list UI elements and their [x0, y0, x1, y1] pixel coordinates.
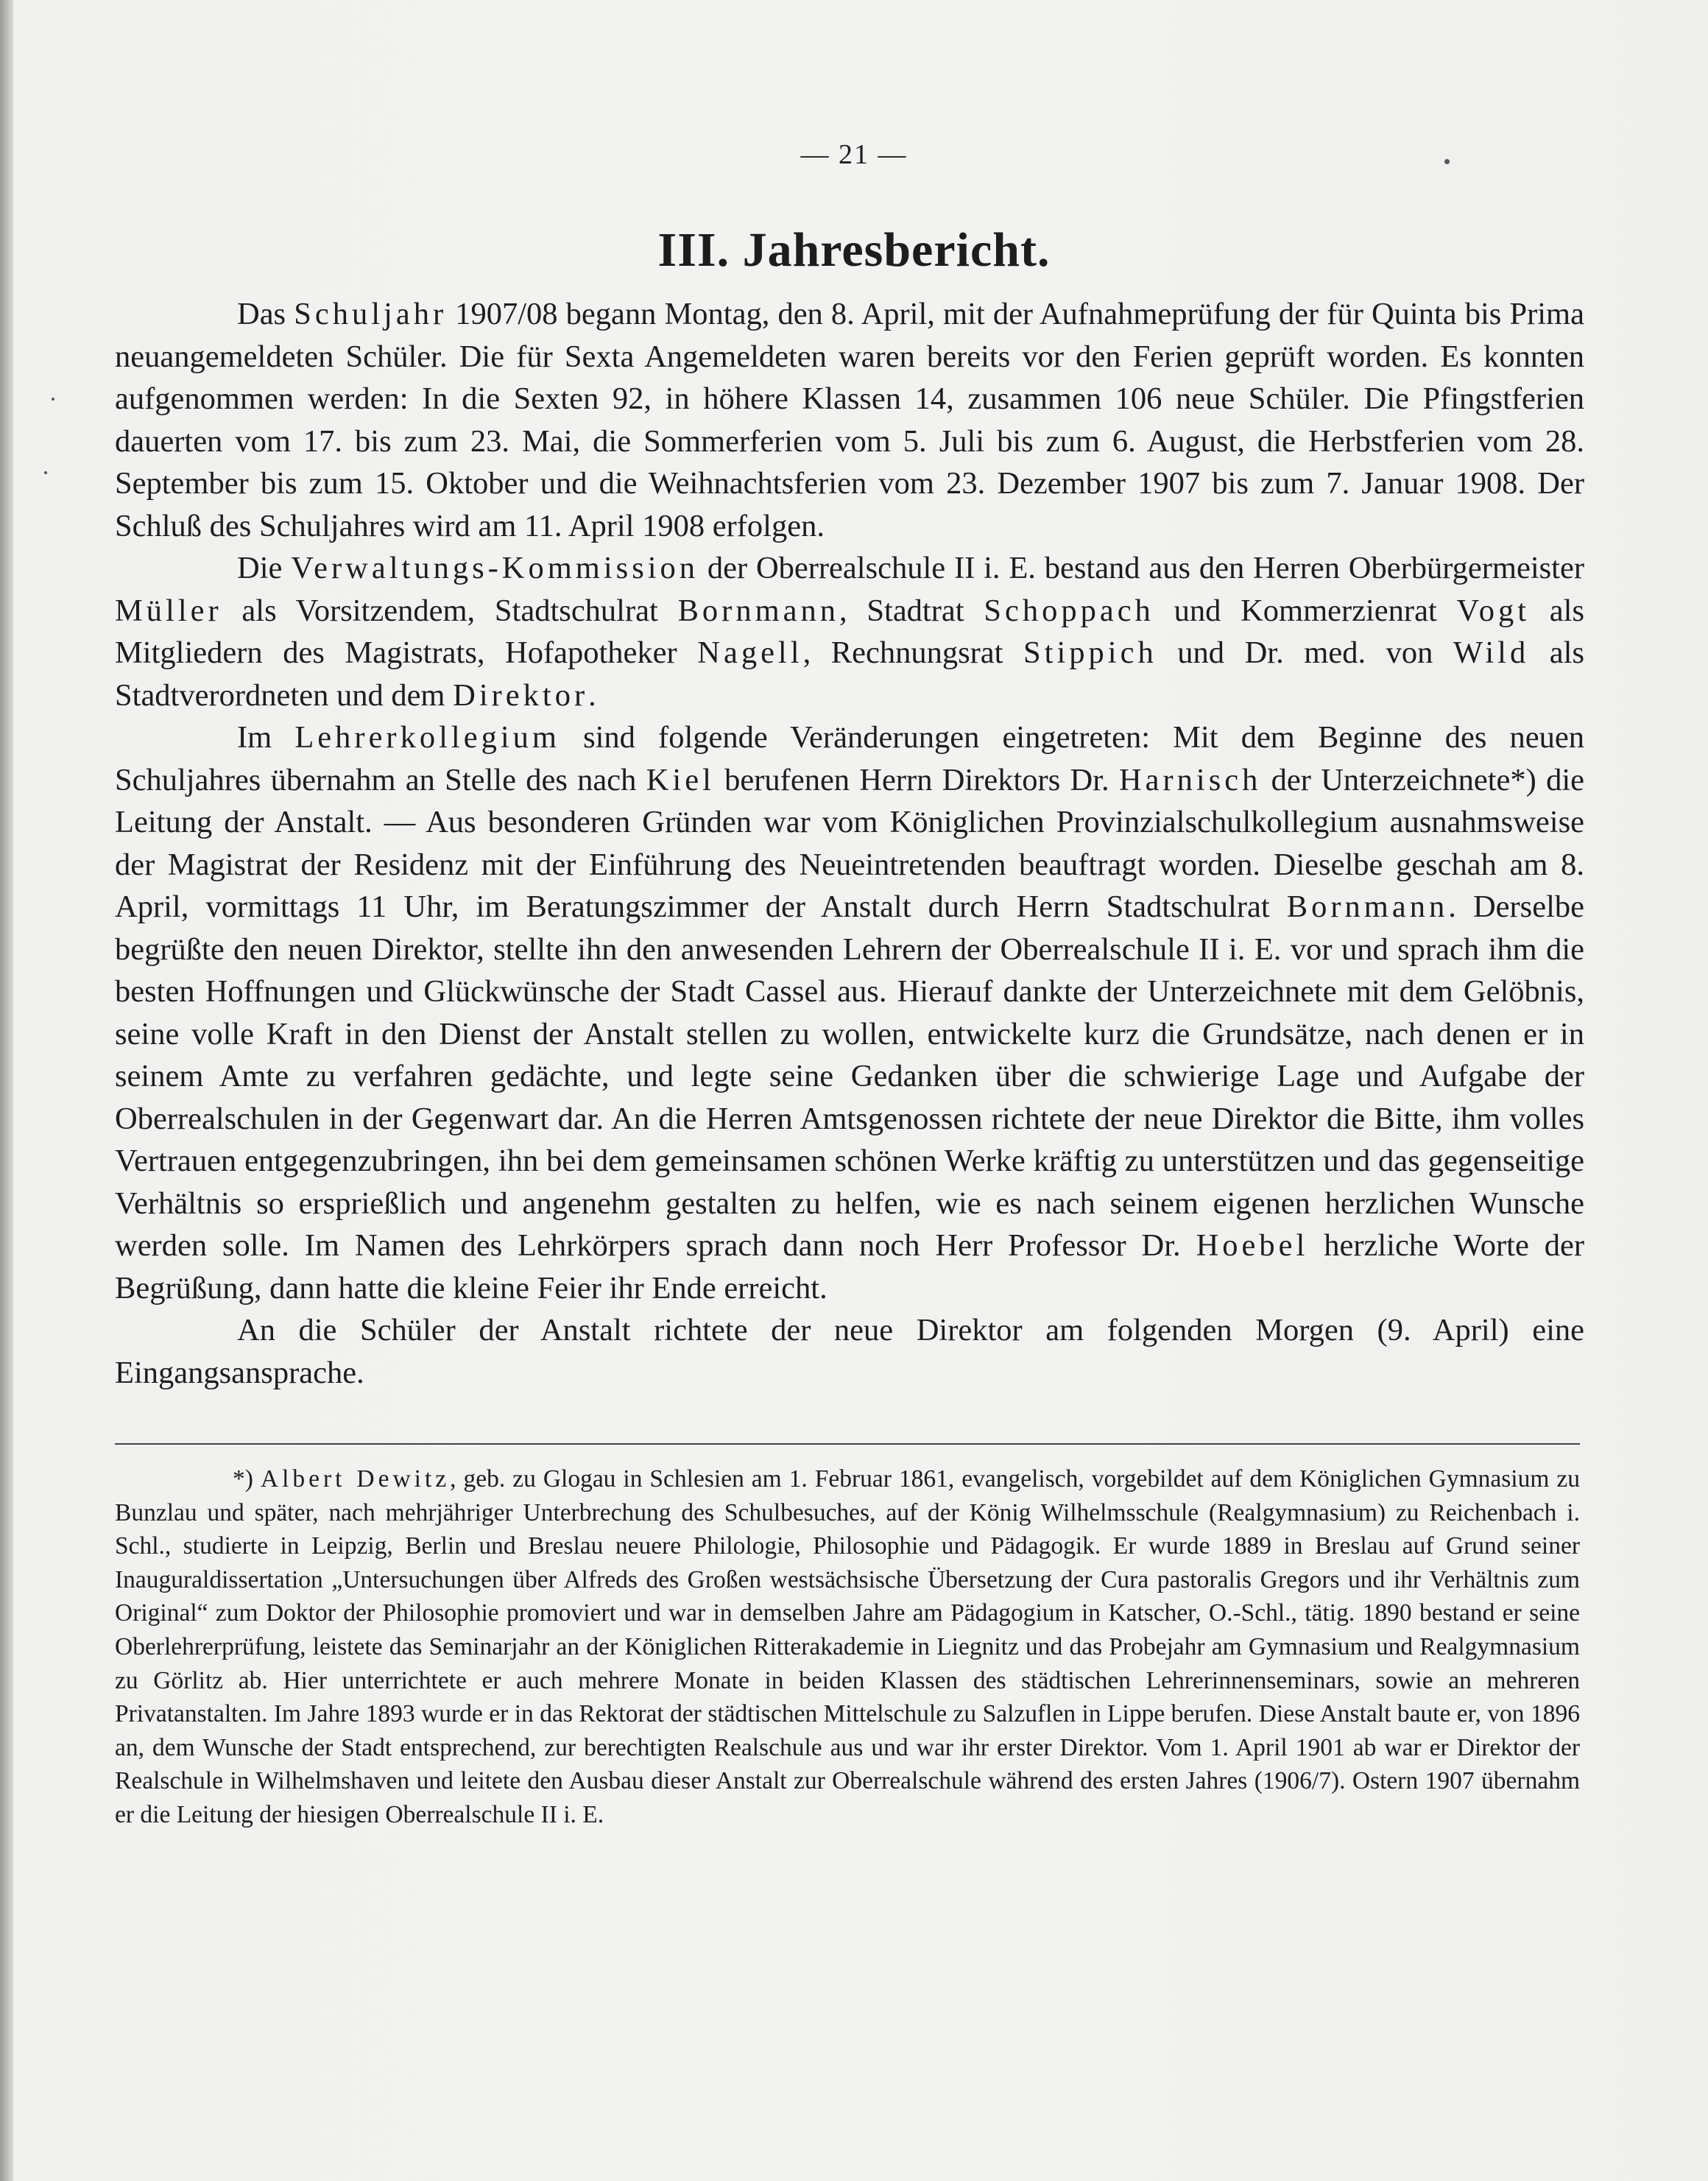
binding-shadow [0, 0, 13, 2181]
section-title: III. Jahresbericht. [657, 223, 1051, 277]
footnote [115, 1462, 1580, 1832]
paragraph-lehrerkollegium: Im Lehrerkollegium sind folgende Veränderungen eingetreten: Mit dem Beginne des neuen Schuljahres übernahm an Stelle des nach Kiel berufenen Herrn Direktors Dr. Harnisch der Unterzeichnete*) die Leitung der Anstalt. — Aus besonderen Gründen war vom Königlichen Provinzialschulkollegium ausnahmsweise der Magistrat der Residenz mit der Einführung des Neueintretenden beauftragt worden. Dieselbe geschah am 8. April, vormittags 11 Uhr, im Beratungszimmer der Anstalt durch Herrn Stadtschulrat Bornmann. Derselbe begrüßte den neuen Direktor, stellte ihn den anwesenden Lehrern der Oberrealschule II i. E. vor und sprach ihm die besten Hoffnungen und Glückwünsche der Stadt Cassel aus. Hierauf dankte der Unterzeichnete mit dem Gelöbnis, seine volle Kraft in den Dienst der Anstalt stellen zu wollen, entwickelte kurz die Grundsätze, nach denen er in seinem Amte zu verfahren gedächte, und legte seine Gedanken über die schwierige Lage und Aufgabe der Oberrealschulen in der Gegenwart dar. An die Herren Amtsgenossen richtete der neue Direktor die Bitte, ihm volles Vertrauen entgegenzubringen, ihn bei dem gemeinsamen schönen Werke kräftig zu unterstützen und das gegenseitige Verhältnis so ersprießlich und angenehm gestalten zu helfen, wie es nach seinem eigenen herzlichen Wunsche werden solle. Im Namen des Lehrkörpers sprach dann noch Herr Professor Dr. Hoebel herzliche Worte der Begrüßung, dann hatte die kleine Feier ihr Ende erreicht. [115, 720, 1584, 1306]
page-number: — 21 — [800, 139, 908, 170]
paragraph-schuljahr: Das Schuljahr 1907/08 begann Montag, den 8. April, mit der Aufnahmeprüfung der für Quinta bis Prima neuangemeldeten Schüler. Die für Sexta Angemeldeten waren bereits vor den Ferien geprüft worden. Es konnten aufgenommen werden: In die Sexten 92, in höhere Klassen 14, zusammen 106 neue Schüler. Die Pfingstferien dauerten vom 17. bis zum 23. Mai, die Sommerferien vom 5. Juli bis zum 6. August, die Herbstferien vom 28. September bis zum 15. Oktober und die Weihnachtsferien vom 23. Dezember 1907 bis zum 7. Januar 1908. Der Schluß des Schuljahres wird am 11. April 1908 erfolgen. [115, 297, 1584, 543]
scan-speck [44, 471, 47, 474]
main-text [115, 293, 1584, 1394]
footnote-paragraph: *) Albert Dewitz, geb. zu Glogau in Schlesien am 1. Februar 1861, evangelisch, vorgebildet auf dem Königlichen Gymnasium zu Bunzlau und später, nach mehrjähriger Unterbrechung des Schulbesuches, auf der König Wilhelmsschule (Realgymnasium) zu Reichenbach i. Schl., studierte in Leipzig, Berlin und Breslau neuere Philologie, Philosophie und Pädagogik. Er wurde 1889 in Breslau auf Grund seiner Inauguraldissertation „Untersuchungen über Alfreds des Großen westsächsische Übersetzung der Cura pastoralis Gregors und ihr Verhältnis zum Original“ zum Doktor der Philosophie promoviert und war in demselben Jahre am Pädagogium in Katscher, O.-Schl., tätig. 1890 bestand er seine Oberlehrerprüfung, leistete das Seminarjahr an der Königlichen Ritterakademie in Liegnitz und das Probejahr am Gymnasium und Realgymnasium zu Görlitz ab. Hier unterrichtete er auch mehrere Monate in beiden Klassen des städtischen Lehrerinnenseminars, sowie an mehreren Privatanstalten. Im Jahre 1893 wurde er in das Rektorat der städtischen Mittelschule zu Salzuflen in Lippe berufen. Diese Anstalt baute er, von 1896 an, dem Wunsche der Stadt entsprechend, zur berechtigten Realschule aus und war ihr erster Direktor. Vom 1. April 1901 ab war er Direktor der Realschule in Wilhelmshaven und leitete den Ausbau dieser Anstalt zur Oberrealschule während des ersten Jahres (1906/7). Ostern 1907 übernahm er die Leitung der hiesigen Oberrealschule II i. E. [115, 1465, 1580, 1828]
footnote-divider [115, 1443, 1580, 1445]
scan-speck [1444, 159, 1450, 164]
paragraph-eingangsansprache: An die Schüler der Anstalt richtete der neue Direktor am folgenden Morgen (9. April) eine Eingangsansprache. [115, 1313, 1584, 1390]
scan-speck [52, 398, 54, 401]
paragraph-verwaltungs-kommission: Die Verwaltungs-Kommission der Oberrealschule II i. E. bestand aus den Herren Oberbürgermeister Müller als Vorsitzendem, Stadtschulrat Bornmann, Stadtrat Schoppach und Kommerzienrat Vogt als Mitgliedern des Magistrats, Hofapotheker Nagell, Rechnungsrat Stippich und Dr. med. von Wild als Stadtverordneten und dem Direktor. [115, 551, 1585, 713]
